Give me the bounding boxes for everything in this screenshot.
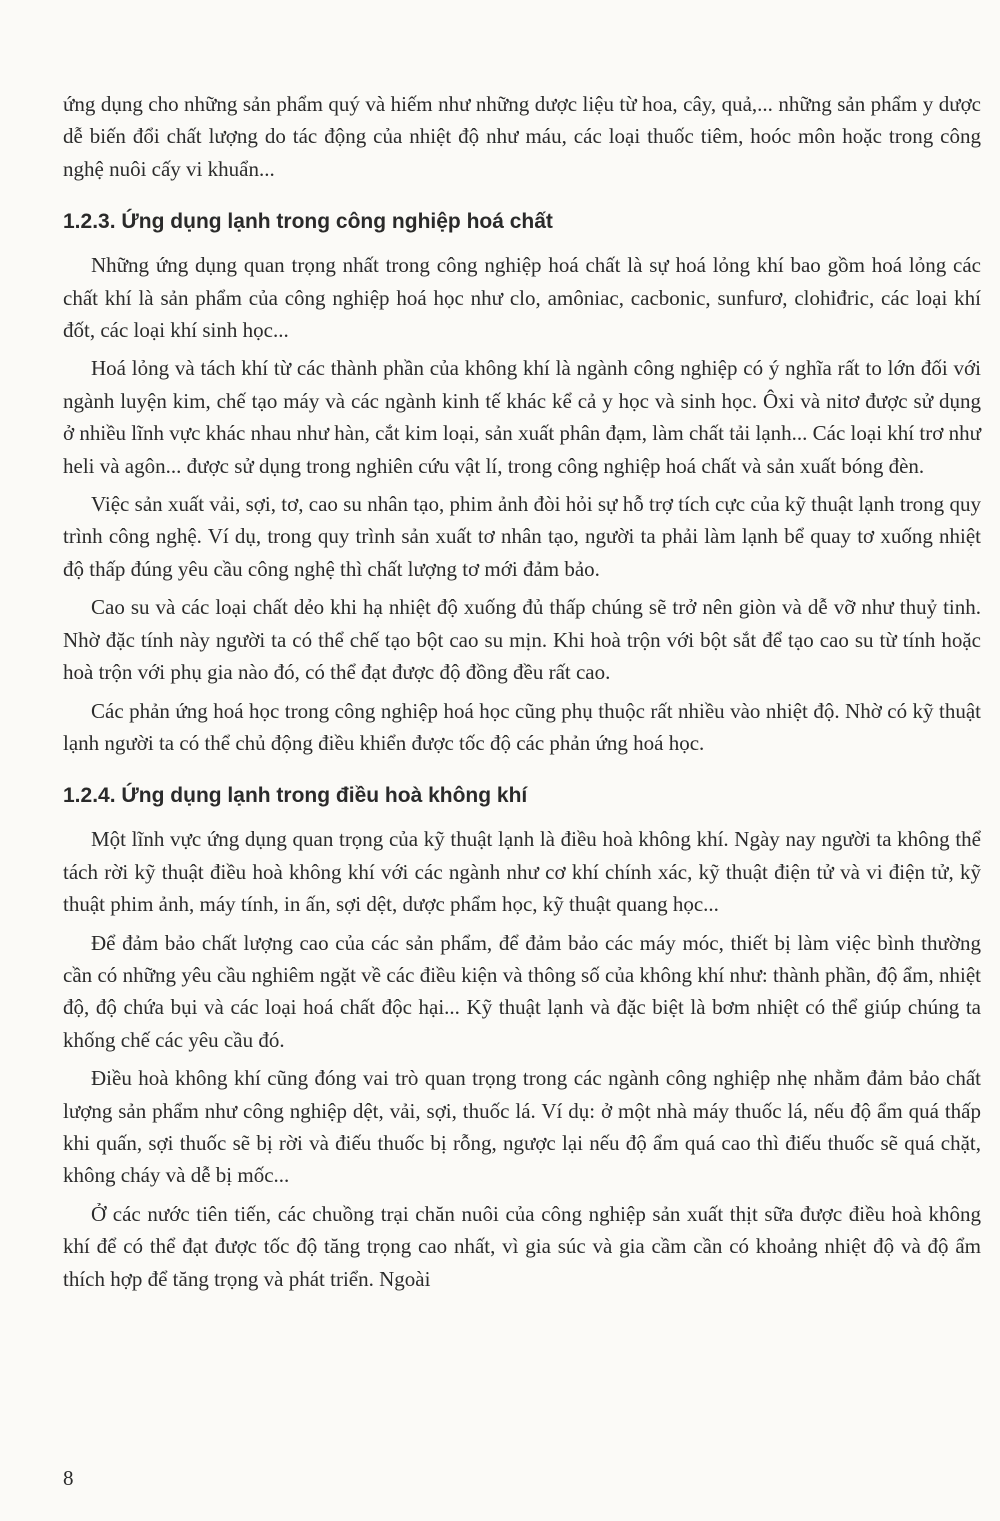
paragraph: Những ứng dụng quan trọng nhất trong công nghiệp hoá chất là sự hoá lỏng khí bao gồm hoá lỏng các chất khí là sản phẩm của công nghiệp hoá học như clo, amôniac, cacbonic, sunfurơ, clohiđric, các loại khí đốt, các loại khí sinh học... — [63, 253, 981, 343]
paragraph: Điều hoà không khí cũng đóng vai trò quan trọng trong các ngành công nghiệp nhẹ nhằm đảm bảo chất lượng sản phẩm như công nghiệp dệt, vải, sợi, thuốc lá. Ví dụ: ở một nhà máy thuốc lá, nếu độ ẩm quá thấp khi quấn, sợi thuốc sẽ bị rời và điếu thuốc bị rỗng, ngược lại nếu độ ẩm quá cao thì điếu thuốc sẽ quá chặt, không cháy và dễ bị mốc... — [63, 1066, 981, 1188]
paragraph: Cao su và các loại chất dẻo khi hạ nhiệt độ xuống đủ thấp chúng sẽ trở nên giòn và dễ vỡ như thuỷ tinh. Nhờ đặc tính này người ta có thể chế tạo bột cao su mịn. Khi hoà trộn với bột sắt để tạo cao su từ tính hoặc hoà trộn với phụ gia nào đó, có thể đạt được độ đồng đều rất cao. — [63, 595, 981, 685]
paragraph: Một lĩnh vực ứng dụng quan trọng của kỹ thuật lạnh là điều hoà không khí. Ngày nay người ta không thể tách rời kỹ thuật điều hoà không khí với các ngành như cơ khí chính xác, kỹ thuật điện tử và vi điện tử, kỹ thuật phim ảnh, máy tính, in ấn, sợi dệt, dược phẩm học, kỹ thuật quang học... — [63, 827, 981, 917]
section-heading-1-2-4: 1.2.4. Ứng dụng lạnh trong điều hoà không khí — [63, 784, 528, 808]
section-heading-1-2-3: 1.2.3. Ứng dụng lạnh trong công nghiệp hoá chất — [63, 210, 553, 234]
page-body — [63, 88, 981, 1301]
page-number: 8 — [63, 1466, 74, 1490]
paragraph: Để đảm bảo chất lượng cao của các sản phẩm, để đảm bảo các máy móc, thiết bị làm việc bình thường cần có những yêu cầu nghiêm ngặt về các điều kiện và thông số của không khí như: thành phần, độ ẩm, nhiệt độ, độ chứa bụi và các loại hoá chất độc hại... Kỹ thuật lạnh và đặc biệt là bơm nhiệt có thể giúp chúng ta khống chế các yêu cầu đó. — [63, 930, 981, 1052]
intro-paragraph: ứng dụng cho những sản phẩm quý và hiếm như những dược liệu từ hoa, cây, quả,... những sản phẩm y dược dễ biến đổi chất lượng do tác động của nhiệt độ như máu, các loại thuốc tiêm, hoóc môn hoặc trong công nghệ nuôi cấy vi khuẩn... — [63, 92, 981, 181]
paragraph: Việc sản xuất vải, sợi, tơ, cao su nhân tạo, phim ảnh đòi hỏi sự hỗ trợ tích cực của kỹ thuật lạnh trong quy trình công nghệ. Ví dụ, trong quy trình sản xuất tơ nhân tạo, người ta phải làm lạnh bể quay tơ xuống nhiệt độ thấp đúng yêu cầu công nghệ thì chất lượng tơ mới đảm bảo. — [63, 492, 981, 581]
paragraph: Ở các nước tiên tiến, các chuồng trại chăn nuôi của công nghiệp sản xuất thịt sữa được điều hoà không khí để có thể đạt được tốc độ tăng trọng cao nhất, vì gia súc và gia cầm cần có khoảng nhiệt độ và độ ẩm thích hợp để tăng trọng và phát triển. Ngoài — [63, 1201, 981, 1291]
paragraph: Các phản ứng hoá học trong công nghiệp hoá học cũng phụ thuộc rất nhiều vào nhiệt độ. Nhờ có kỹ thuật lạnh người ta có thể chủ động điều khiển được tốc độ các phản ứng hoá học. — [63, 698, 981, 755]
paragraph: Hoá lỏng và tách khí từ các thành phần của không khí là ngành công nghiệp có ý nghĩa rất to lớn đối với ngành luyện kim, chế tạo máy và các ngành kinh tế khác kể cả y học và sinh học. Ôxi và nitơ được sử dụng ở nhiều lĩnh vực khác nhau như hàn, cắt kim loại, sản xuất phân đạm, làm chất tải lạnh... Các loại khí trơ như heli và agôn... được sử dụng trong nghiên cứu vật lí, trong công nghiệp hoá chất và sản xuất bóng đèn. — [63, 356, 981, 478]
